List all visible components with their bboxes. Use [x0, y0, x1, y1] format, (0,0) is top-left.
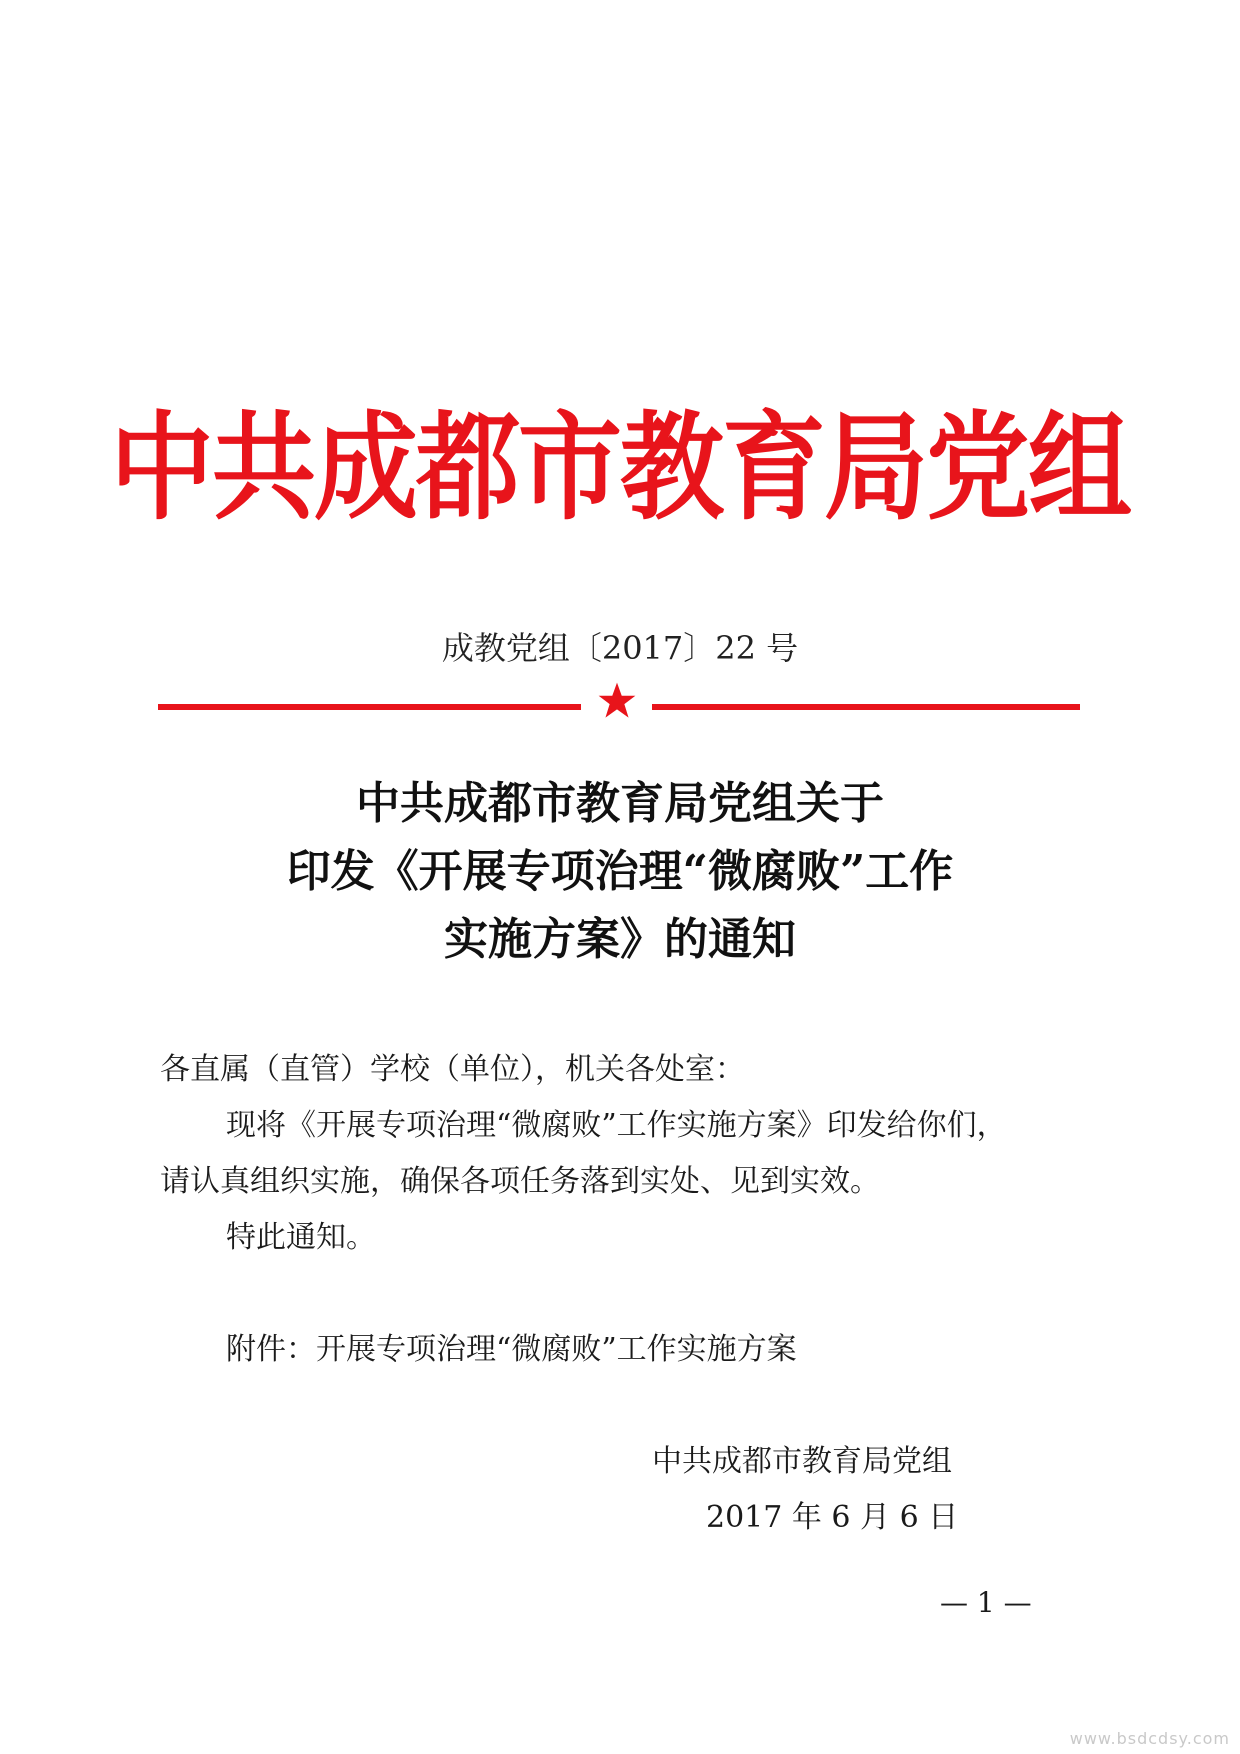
title-line-1: 中共成都市教育局党组关于	[356, 778, 884, 829]
red-divider-left	[158, 704, 581, 710]
closing-line: 特此通知。	[226, 1220, 376, 1255]
title-line-3: 实施方案》的通知	[444, 914, 796, 965]
paragraph-1-line-2: 请认真组织实施，确保各项任务落到实处、见到实效。	[160, 1164, 880, 1199]
star-icon	[596, 680, 638, 722]
attachment-line: 附件：开展专项治理“微腐败”工作实施方案	[226, 1332, 797, 1367]
document-number: 成教党组〔2017〕22 号	[441, 629, 799, 667]
masthead-issuer: 中共成都市教育局党组	[109, 398, 1130, 537]
signature-org: 中共成都市教育局党组	[652, 1444, 952, 1479]
paragraph-1-line-1: 现将《开展专项治理“微腐败”工作实施方案》印发给你们，	[226, 1108, 1007, 1143]
document-title	[0, 770, 1240, 974]
signature-date: 2017 年 6 月 6 日	[706, 1500, 959, 1535]
title-line-2: 印发《开展专项治理“微腐败”工作	[286, 846, 954, 897]
watermark: www.bsdcdsy.com	[1069, 1729, 1230, 1748]
page-number: — 1 —	[940, 1586, 1032, 1619]
salutation: 各直属（直管）学校（单位），机关各处室：	[160, 1052, 745, 1087]
red-divider-right	[652, 704, 1080, 710]
